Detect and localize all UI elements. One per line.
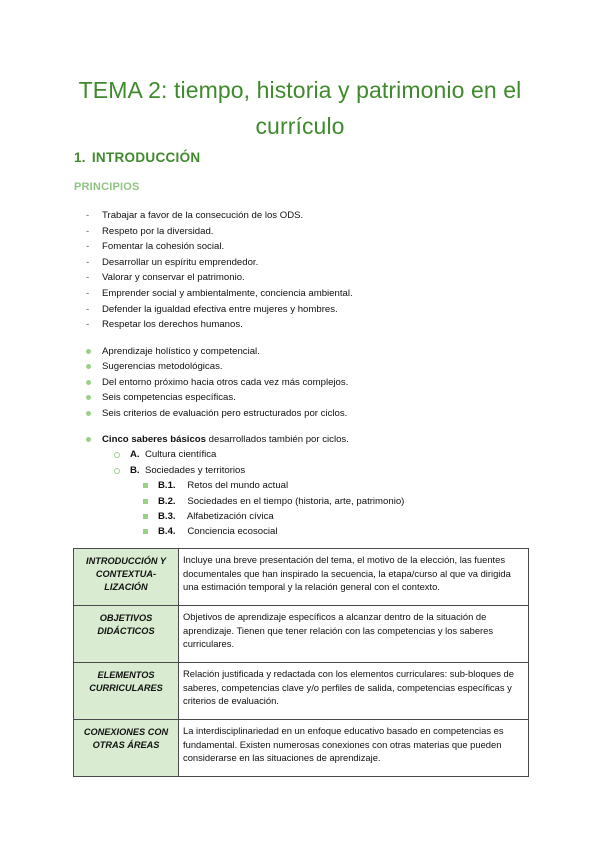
list-item: - Fomentar la cohesión social. [86,239,353,255]
circle-bullet-icon [114,452,120,458]
section-heading [74,150,200,165]
table-row [74,606,529,663]
list-item: - Emprender social y ambientalmente, conciencia ambiental. [86,286,353,302]
table-row [74,663,529,720]
saber-b: B. Sociedades y territorios [86,463,556,478]
list-item: Seis competencias específicas. [86,390,348,405]
table-row-text: Relación justificada y redactada con los elementos curriculares: sub-bloques de saberes, competencias clave y/o perfiles de salida, competencias específicas y criterios de evaluación. [179,663,529,720]
dash-bullet: - [86,287,90,299]
saber-b-item: B.3. Alfabetización cívica [86,509,556,524]
principios-list [86,208,353,333]
saber-b-item: B.4. Conciencia ecosocial [86,524,556,539]
table-row-header: INTRODUCCIÓN Y CONTEXTUA-LIZACIÓN [74,549,179,606]
dash-bullet: - [86,319,90,331]
section-label: INTRODUCCIÓN [91,150,201,165]
table-row-text: Incluye una breve presentación del tema, el motivo de la elección, las fuentes documentales que han inspirado la secuencia, la etapa/curso al que va dirigida una estimación temporal y la relación general con el contexto. [179,549,529,606]
saber-b-item: B.1. Retos del mundo actual [86,478,556,493]
list-item: - Respetar los derechos humanos. [86,317,353,333]
table-row-header: OBJETIVOS DIDÁCTICOS [74,606,179,663]
table-row [74,549,529,606]
situacion-aprendizaje-table [73,548,529,777]
saber-a: A. Cultura científica [86,447,556,462]
dot-bullet-icon [86,349,91,354]
list-item: Seis criterios de evaluación pero estructurados por ciclos. [86,406,348,421]
dash-bullet: - [86,225,90,237]
square-bullet-icon [143,483,148,488]
dot-bullet-icon [86,411,91,416]
table-row-text: La interdisciplinariedad en un enfoque educativo basado en competencias es fundamental. Existen numerosas conexiones con otras materias que pueden considerarse en las situaciones de aprendizaje. [179,720,529,777]
list-item: - Trabajar a favor de la consecución de los ODS. [86,208,353,224]
list-item: - Desarrollar un espíritu emprendedor. [86,255,353,271]
section-number: 1. [74,150,86,165]
table-row [74,720,529,777]
square-bullet-icon [143,499,148,504]
dot-bullet-icon [86,395,91,400]
list-item: - Respeto por la diversidad. [86,224,353,240]
list-item: - Defender la igualdad efectiva entre mujeres y hombres. [86,302,353,318]
circle-bullet-icon [114,468,120,474]
dot-bullet-icon [86,437,91,442]
list-item: Aprendizaje holístico y competencial. [86,344,348,359]
dash-bullet: - [86,272,90,284]
list-item: Del entorno próximo hacia otros cada vez más complejos. [86,375,348,390]
saberes-list [86,432,556,540]
table-row-header: ELEMENTOS CURRICULARES [74,663,179,720]
dash-bullet: - [86,210,90,221]
list-item: - Valorar y conservar el patrimonio. [86,270,353,286]
square-bullet-icon [143,529,148,534]
table-row-header: CONEXIONES CON OTRAS ÁREAS [74,720,179,777]
dot-bullet-icon [86,380,91,385]
saberes-lead: Cinco saberes básicos desarrollados también por ciclos. [86,432,556,447]
subsection-heading: PRINCIPIOS [74,181,140,193]
square-bullet-icon [143,514,148,519]
table-row-text: Objetivos de aprendizaje específicos a alcanzar dentro de la situación de aprendizaje. Tienen que tener relación con las competencias y los saberes curriculares. [179,606,529,663]
dash-bullet: - [86,303,90,315]
dash-bullet: - [86,241,90,253]
dash-bullet: - [86,256,90,268]
saber-b-item: B.2. Sociedades en el tiempo (historia, arte, patrimonio) [86,494,556,509]
page-title: TEMA 2: tiempo, historia y patrimonio en el currículo [78,77,522,139]
dot-bullet-icon [86,364,91,369]
list-item: Sugerencias metodológicas. [86,359,348,374]
caracteristicas-list [86,344,348,421]
